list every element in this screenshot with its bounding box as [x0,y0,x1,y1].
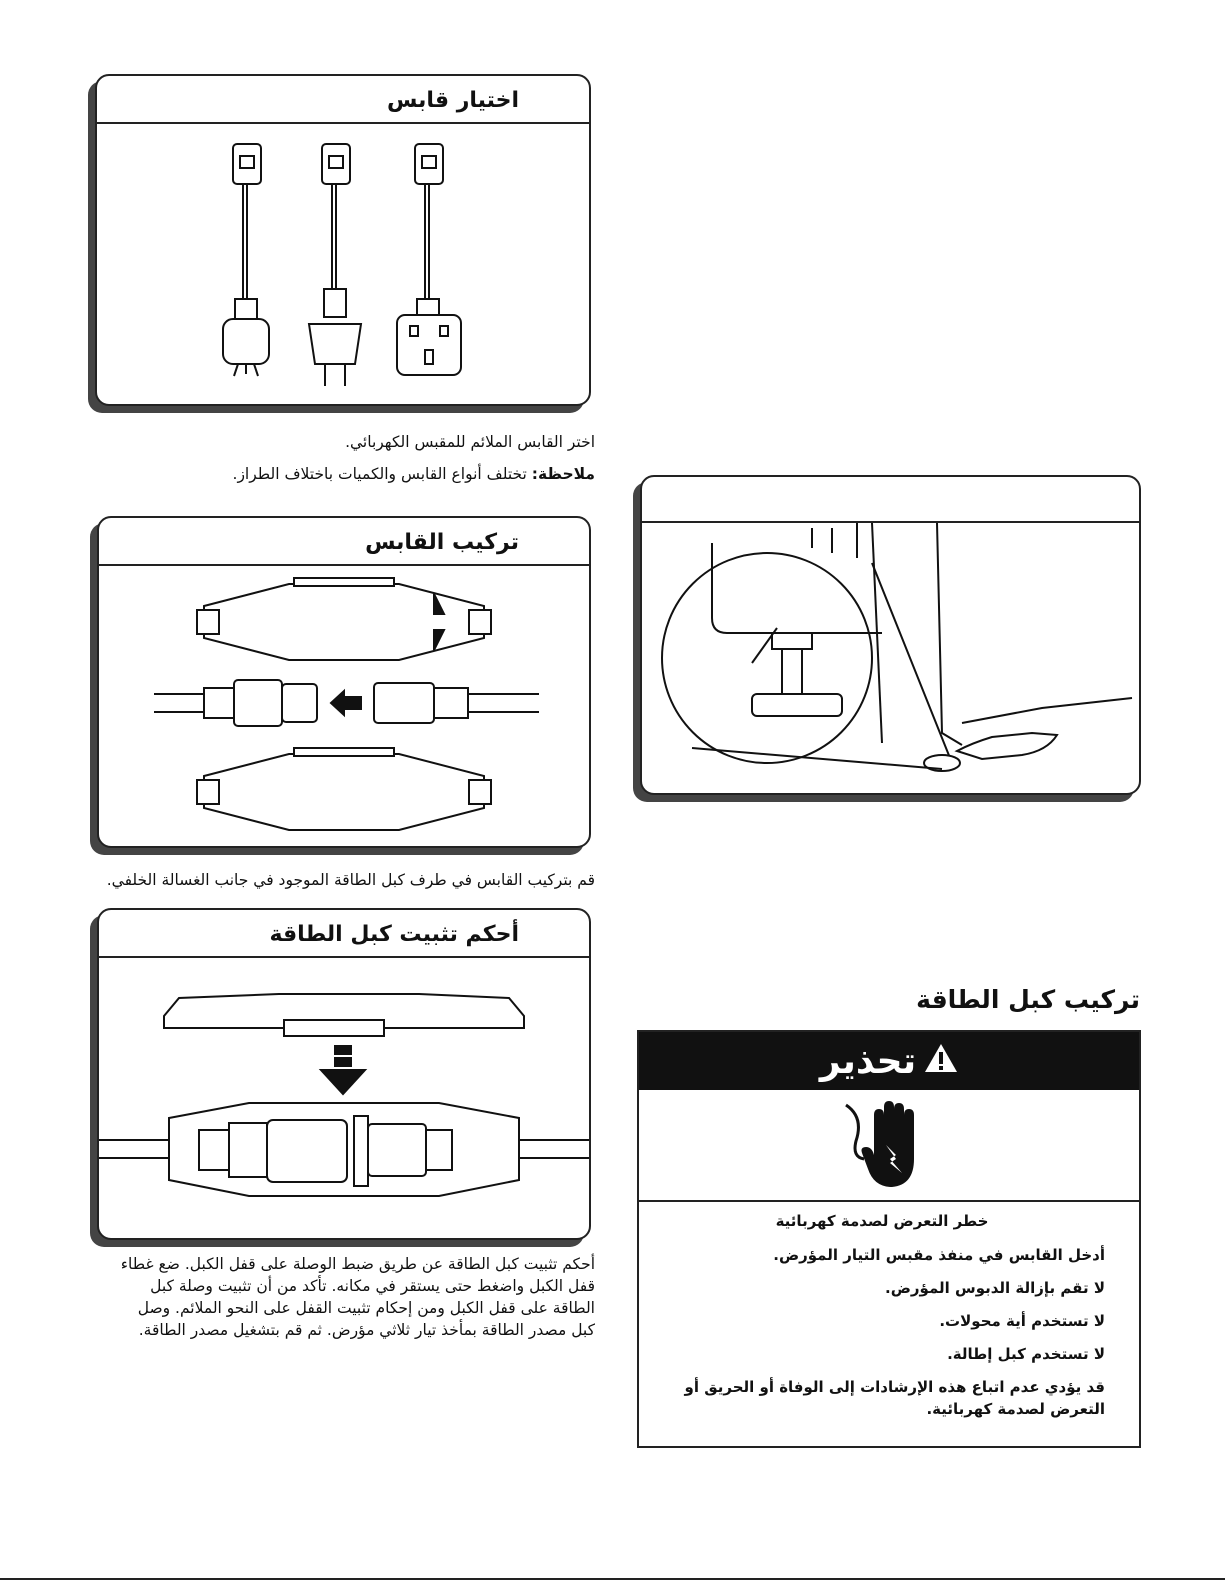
leveling-foot-panel [640,475,1141,795]
plug-select-caption: اختر القابس الملائم للمقبس الكهربائي. [345,433,595,451]
eu-plug-cord [309,144,361,386]
page-footer-rule [0,1578,1225,1580]
warning-box [637,1030,1141,1448]
plug-install-illustration [99,566,589,846]
leveling-foot-illustration [642,523,1139,793]
warning-line-5: قد يؤدي عدم اتباع هذه الإرشادات إلى الوفاة أو الحريق أو التعرض لصدمة كهربائية. [684,1378,1105,1418]
hazard-title: خطر التعرض لصدمة كهربائية [775,1212,989,1230]
plug-install-caption: قم بتركيب القابس في طرف كبل الطاقة الموجود في جانب الغسالة الخلفي. [106,871,595,889]
secure-cable-caption: أحكم تثبيت كبل الطاقة عن طريق ضبط الوصلة على قفل الكبل. ضع غطاء قفل الكبل واضغط حتى يستقر في مكانه. تأكد من أن تثبيت وصلة كبل الطاقة على قفل الكبل ومن إحكام تثبيت القفل على النحو الملائم. وصل كبل مصدر الطاقة بمأخذ تيار ثلاثي مؤرض. ثم قم بتشغيل مصدر الطاقة. [120,1255,595,1339]
warning-line-1: أدخل القابس في منفذ مقبس التيار المؤرض. [773,1246,1105,1264]
warning-line-4: لا تستخدم كبل إطالة. [947,1345,1105,1363]
model-note [160,463,595,485]
secure-cable-svg [99,958,589,1238]
electric-shock-hand-icon [834,1097,944,1193]
secure-cable-panel [97,908,591,1240]
shock-hazard-area [639,1090,1139,1202]
warning-header [639,1032,1139,1090]
uk-plug-cord [397,144,461,375]
warning-line-3: لا تستخدم أية محولات. [939,1312,1105,1330]
secure-cable-illustration [99,958,589,1238]
note-label: ملاحظة: [531,465,595,483]
secure-cable-title: أحكم تثبيت كبل الطاقة [99,910,589,958]
plug-select-title: اختيار قابس [97,76,589,124]
plug-types-svg [97,124,589,404]
leveling-foot-header [642,477,1139,523]
section-title: تركيب كبل الطاقة [916,985,1140,1014]
warning-header-text: تحذير [819,1040,917,1082]
plug-types-illustration [97,124,589,404]
au-plug-cord [223,144,269,376]
warning-text [639,1202,1139,1441]
warning-triangle-icon [924,1041,958,1082]
leveling-foot-svg [642,523,1139,793]
warning-line-2: لا تقم بإزالة الدبوس المؤرض. [885,1279,1105,1297]
plug-install-panel [97,516,591,848]
plug-install-title: تركيب القابس [99,518,589,566]
plug-select-panel [95,74,591,406]
plug-install-svg [99,566,589,846]
note-text: تختلف أنواع القابس والكميات باختلاف الطراز. [232,465,532,483]
